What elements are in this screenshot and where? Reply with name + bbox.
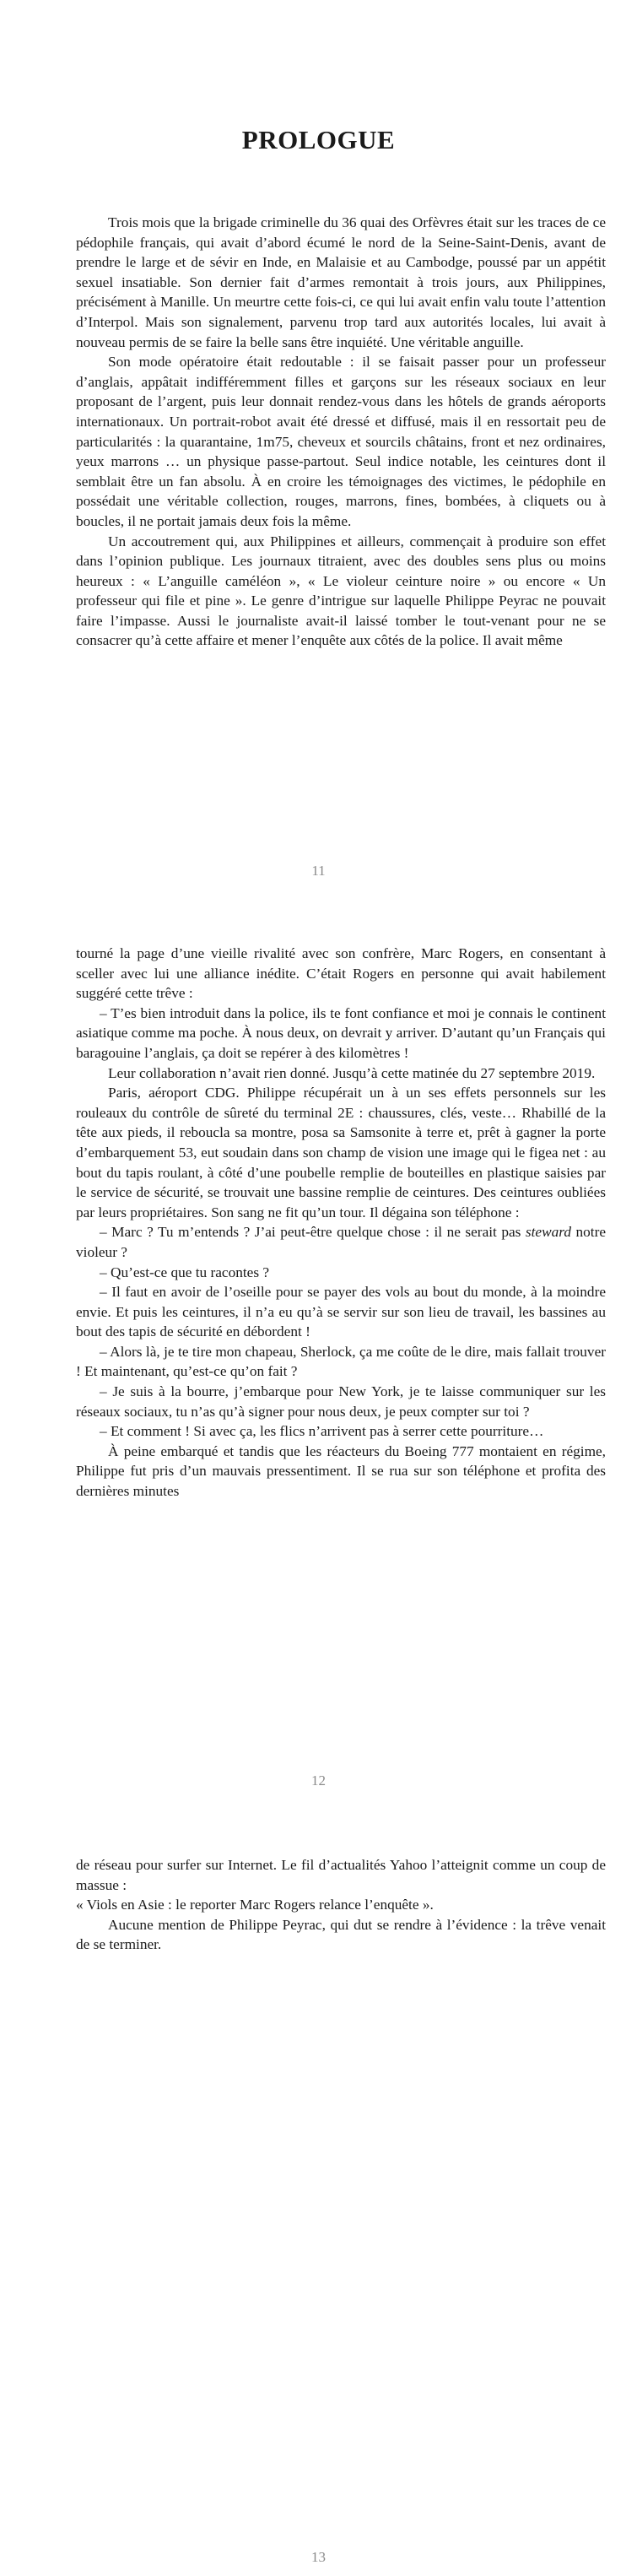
page-11-text: [76, 213, 606, 651]
paragraph: tourné la page d’une vieille rivalité avec son confrère, Marc Rogers, en consentant à sceller avec lui une alliance inédite. C’était Rogers en personne qui avait habilement suggéré cette trêve :: [76, 945, 606, 1002]
dialogue-line: – Il faut en avoir de l’oseille pour se payer des vols au bout du monde, à la moindre envie. Et puis les ceintures, il n’a eu qu’à se servir sur son lieu de travail, les bassines au bout des tapis de sécurité en débordent !: [76, 1284, 606, 1340]
dialogue-line: – Qu’est-ce que tu racontes ?: [100, 1264, 270, 1280]
paragraph: Un accoutrement qui, aux Philippines et ailleurs, commençait à produire son effet dans l’opinion publique. Les journaux titraient, avec des doubles sens plus ou moins heureux : « L’anguille caméléon », « Le violeur ceinture noire » ou encore « Un professeur qui file et pine ». Le genre d’intrigue sur laquelle Philippe Peyrac ne pouvait faire l’impasse. Aussi le journaliste avait-il laissé tomber le tout-venant pour ne se consacrer qu’à cette affaire et mener l’enquête aux côtés de la police. Il avait même: [76, 533, 606, 649]
page-number: 11: [311, 863, 326, 879]
paragraph: de réseau pour surfer sur Internet. Le fil d’actualités Yahoo l’atteignit comme un coup de massue :: [76, 1857, 606, 1893]
page-12: [0, 895, 637, 1806]
page-12-text: [76, 944, 606, 1502]
paragraph: Trois mois que la brigade criminelle du 36 quai des Orfèvres était sur les traces de ce pédophile français, qui avait d’abord écumé le nord de la Seine-Saint-Denis, avant de prendre le large et de sévir en Inde, en Malaisie et au Cambodge, poussé par un appétit sexuel insatiable. Son dernier fait d’armes remontait à trois jours, aux Philippines, précisément à Manille. Un meurtre cette fois-ci, ce qui lui avait enfin valu toute l’attention d’Interpol. Mais son signalement, parvenu trop tard aux autorités locales, lui avait à nouveau permis de se faire la belle sans être inquiété. Une véritable anguille.: [76, 214, 606, 350]
paragraph: Paris, aéroport CDG. Philippe récupérait un à un ses effets personnels sur les rouleaux du contrôle de sûreté du terminal 2E : chaussures, clés, veste… Rhabillé de la tête aux pieds, il reboucla sa montre, posa sa Samsonite à terre et, prêt à gagner la porte d’embarquement 53, eut soudain dans son champ de vision une image qui le figea net : au bout du tapis roulant, à côté d’une poubelle remplie de bouteilles en plastique saisies par le service de sécurité, se trouvait une bassine remplie de ceintures. Des ceintures oubliées par leurs propriétaires. Son sang ne fit qu’un tour. Il dégaina son téléphone :: [76, 1085, 606, 1220]
italic-word: steward: [525, 1224, 571, 1241]
headline-quote: « Viols en Asie : le reporter Marc Rogers relance l’enquête ».: [76, 1897, 434, 1913]
dialogue-line-steward: – Marc ? Tu m’entends ? J’ai peut-être quelque chose : il ne serait pas steward notre violeur ?: [76, 1224, 606, 1260]
dialogue-line: – Et comment ! Si avec ça, les flics n’arrivent pas à serrer cette pourriture…: [100, 1423, 544, 1440]
page-number: 12: [311, 1772, 326, 1789]
paragraph: Son mode opératoire était redoutable : il se faisait passer pour un professeur d’anglais, appâtait indifféremment filles et garçons sur les réseaux sociaux en leur proposant de l’argent, puis leur donnait rendez-vous dans les hôtels de grands aéroports internationaux. Un portrait-robot avait été dressé et diffusé, mais il en ressortait peu de particularités : la quarantaine, 1m75, cheveux et sourcils châtains, front et nez ordinaires, yeux marrons … un physique passe-partout. Seul indice notable, les ceintures dont il semblait être un fan absolu. À en croire les témoignages des victimes, le pédophile en possédait une véritable collection, rouges, marrons, fines, bombées, à cliquets ou à boucles, il ne portait jamais deux fois la même.: [76, 354, 606, 529]
paragraph: À peine embarqué et tandis que les réacteurs du Boeing 777 montaient en régime, Philippe fut pris d’un mauvais pressentiment. Il se rua sur son téléphone et profita des dernières minutes: [76, 1442, 606, 1500]
page-13: [0, 1806, 637, 2576]
page-number: 13: [311, 2549, 326, 2565]
page-13-text: [76, 1855, 606, 1955]
dialogue-line: – Alors là, je te tire mon chapeau, Sherlock, ça me coûte de le dire, mais fallait trouver ! Et maintenant, qu’est-ce qu’on fait ?: [76, 1343, 606, 1380]
dialogue-line: – T’es bien introduit dans la police, ils te font confiance et moi je connais le continent asiatique comme ma poche. À nous deux, on devrait y arriver. D’autant qu’un Français qui baragouine l’anglais, ça doit se repérer à des kilomètres !: [76, 1004, 606, 1061]
chapter-title: PROLOGUE: [241, 125, 396, 154]
dialogue-line: – Je suis à la bourre, j’embarque pour New York, je te laisse communiquer sur les réseaux sociaux, tu n’as qu’à signer pour nous deux, je peux compter sur toi ?: [76, 1383, 606, 1420]
page-11: [0, 0, 637, 895]
paragraph: Leur collaboration n’avait rien donné. Jusqu’à cette matinée du 27 septembre 2019.: [108, 1064, 596, 1081]
paragraph: Aucune mention de Philippe Peyrac, qui dut se rendre à l’évidence : la trêve venait de se terminer.: [76, 1916, 606, 1953]
